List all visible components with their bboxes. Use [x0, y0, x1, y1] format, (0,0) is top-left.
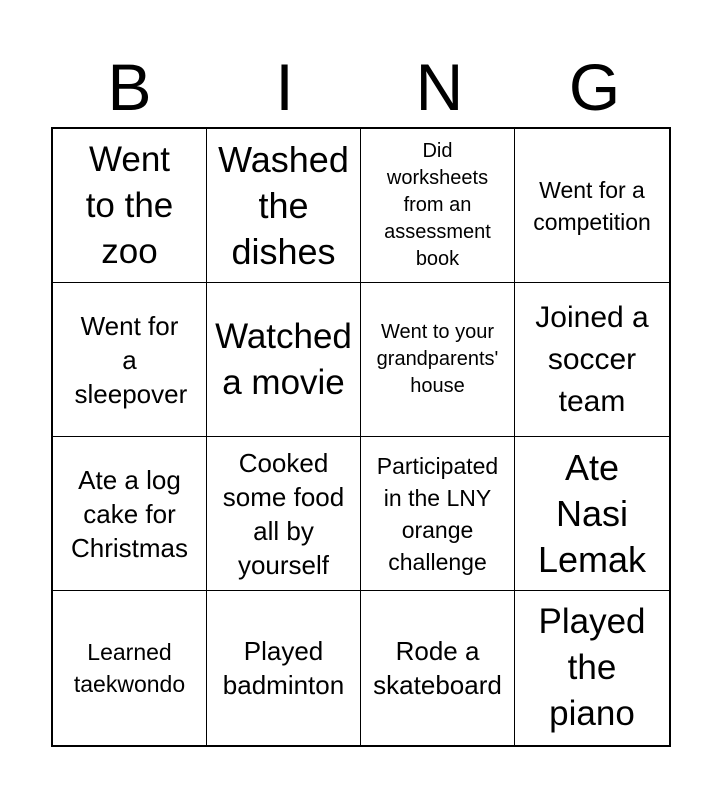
bingo-cell-r1c2[interactable] — [207, 129, 361, 283]
cell-text: Went for a competition — [533, 176, 651, 235]
bingo-cell-r3c4[interactable] — [515, 437, 669, 591]
cell-text: Went to your grandparents' house — [376, 321, 499, 397]
cell-text: Cooked some food all by yourself — [222, 447, 345, 580]
bingo-header — [52, 52, 672, 122]
bingo-cell-r1c1[interactable] — [53, 129, 207, 283]
cell-text: Rode a skateboard — [373, 636, 502, 700]
bingo-cell-r2c3[interactable] — [361, 283, 515, 437]
header-letter-b: B — [107, 50, 152, 124]
cell-text: Participated in the LNY orange challenge — [376, 452, 499, 575]
bingo-cell-r4c1[interactable] — [53, 591, 207, 745]
bingo-cell-r4c2[interactable] — [207, 591, 361, 745]
header-letter-g: G — [568, 50, 621, 124]
cell-text: Joined a soccer team — [535, 300, 649, 418]
bingo-cell-r1c3[interactable] — [361, 129, 515, 283]
bingo-cell-r2c1[interactable] — [53, 283, 207, 437]
header-letter-n: N — [415, 50, 464, 124]
cell-text: Washed the dishes — [218, 138, 349, 272]
bingo-cell-r4c4[interactable] — [515, 591, 669, 745]
cell-text: Went to the zoo — [85, 139, 174, 271]
bingo-cell-r3c2[interactable] — [207, 437, 361, 591]
cell-text: Learned taekwondo — [73, 639, 186, 697]
bingo-cell-r3c3[interactable] — [361, 437, 515, 591]
cell-text: Played the piano — [538, 602, 646, 733]
bingo-board — [51, 127, 671, 747]
bingo-cell-r2c2[interactable] — [207, 283, 361, 437]
cell-text: Played badminton — [222, 636, 345, 700]
bingo-cell-r4c3[interactable] — [361, 591, 515, 745]
bingo-cell-r1c4[interactable] — [515, 129, 669, 283]
cell-text: Did worksheets from an assessment book — [384, 140, 491, 270]
bingo-cell-r2c4[interactable] — [515, 283, 669, 437]
cell-text: Watched a movie — [215, 316, 352, 402]
header-letter-i: I — [275, 50, 294, 124]
cell-text: Ate Nasi Lemak — [537, 446, 647, 580]
cell-text: Ate a log cake for Christmas — [70, 464, 188, 563]
bingo-cell-r3c1[interactable] — [53, 437, 207, 591]
cell-text: Went for a sleepover — [74, 310, 188, 409]
